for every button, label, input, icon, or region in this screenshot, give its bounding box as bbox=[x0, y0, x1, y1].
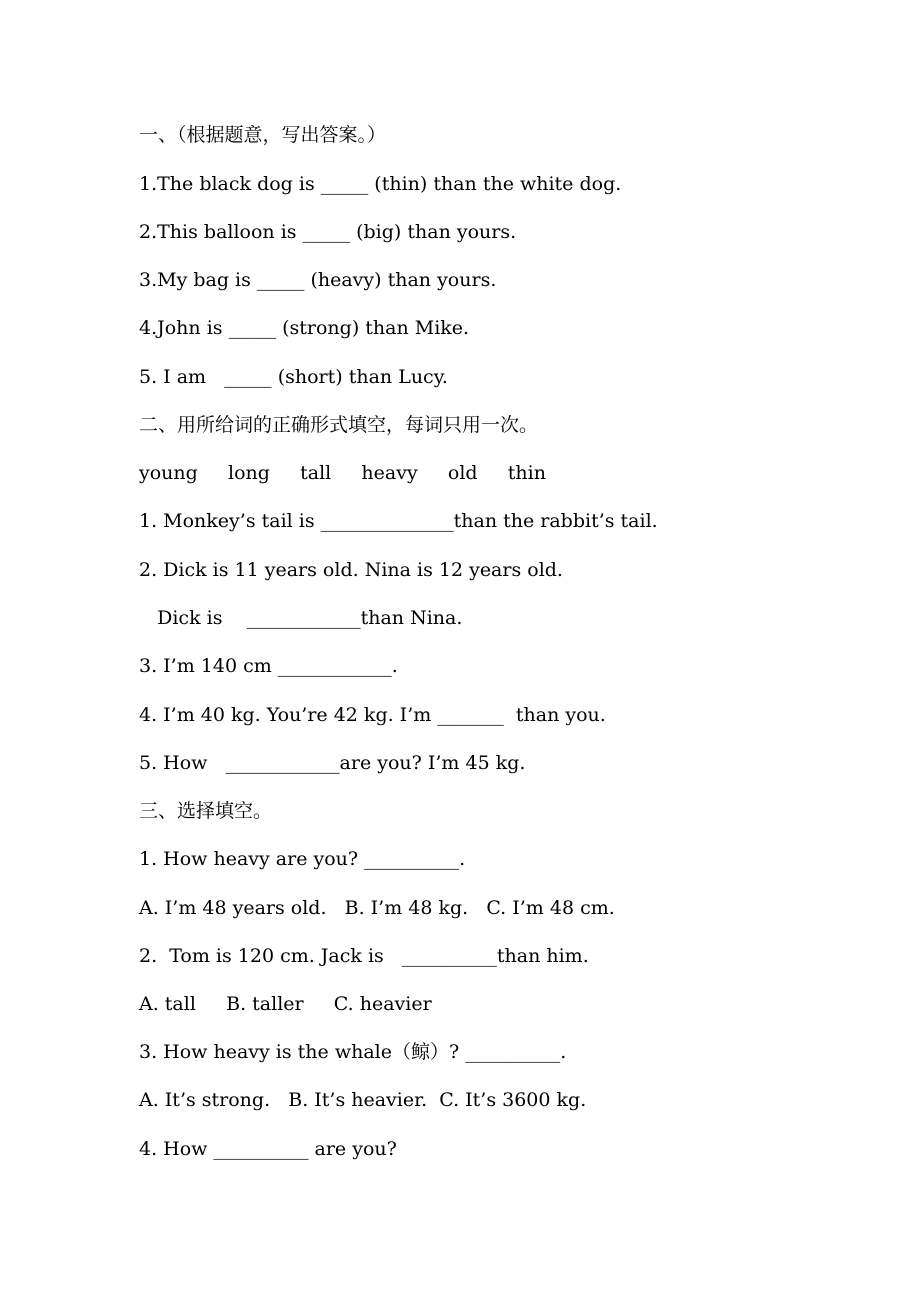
section3-options-1: A. I’m 48 years old. B. I’m 48 kg. C. I’m 48 cm. bbox=[139, 897, 615, 919]
section1-item-1: 1.The black dog is _____ (thin) than the white dog. bbox=[139, 173, 622, 195]
section2-item-2-continued: Dick is ____________than Nina. bbox=[139, 607, 463, 629]
section3-options-2: A. tall B. taller C. heavier bbox=[139, 993, 432, 1015]
section3-title: 三、选择填空。 bbox=[139, 800, 273, 822]
section2-item-5: 5. How ____________are you? I’m 45 kg. bbox=[139, 752, 526, 774]
section3-question-1: 1. How heavy are you? __________. bbox=[139, 848, 466, 870]
section2-item-1: 1. Monkey’s tail is ______________than the rabbit’s tail. bbox=[139, 510, 658, 532]
section2-title: 二、用所给词的正确形式填空，每词只用一次。 bbox=[139, 414, 539, 436]
section3-question-2: 2. Tom is 120 cm. Jack is __________than him. bbox=[139, 945, 589, 967]
section1-title: 一、（根据题意，写出答案。） bbox=[139, 124, 387, 146]
section2-item-4: 4. I’m 40 kg. You’re 42 kg. I’m _______ than you. bbox=[139, 704, 606, 726]
section3-options-3: A. It’s strong. B. It’s heavier. C. It’s 3600 kg. bbox=[139, 1089, 587, 1111]
section2-item-2: 2. Dick is 11 years old. Nina is 12 years old. bbox=[139, 559, 563, 581]
section1-item-5: 5. I am _____ (short) than Lucy. bbox=[139, 366, 448, 388]
section2-item-3: 3. I’m 140 cm ____________. bbox=[139, 655, 398, 677]
section1-item-2: 2.This balloon is _____ (big) than yours. bbox=[139, 221, 517, 243]
section1-item-3: 3.My bag is _____ (heavy) than yours. bbox=[139, 269, 497, 291]
section3-question-3: 3. How heavy is the whale（鲸）? __________. bbox=[139, 1041, 567, 1063]
section1-item-4: 4.John is _____ (strong) than Mike. bbox=[139, 317, 470, 339]
section2-word-bank: young long tall heavy old thin bbox=[139, 462, 546, 484]
section3-question-4: 4. How __________ are you? bbox=[139, 1138, 397, 1160]
